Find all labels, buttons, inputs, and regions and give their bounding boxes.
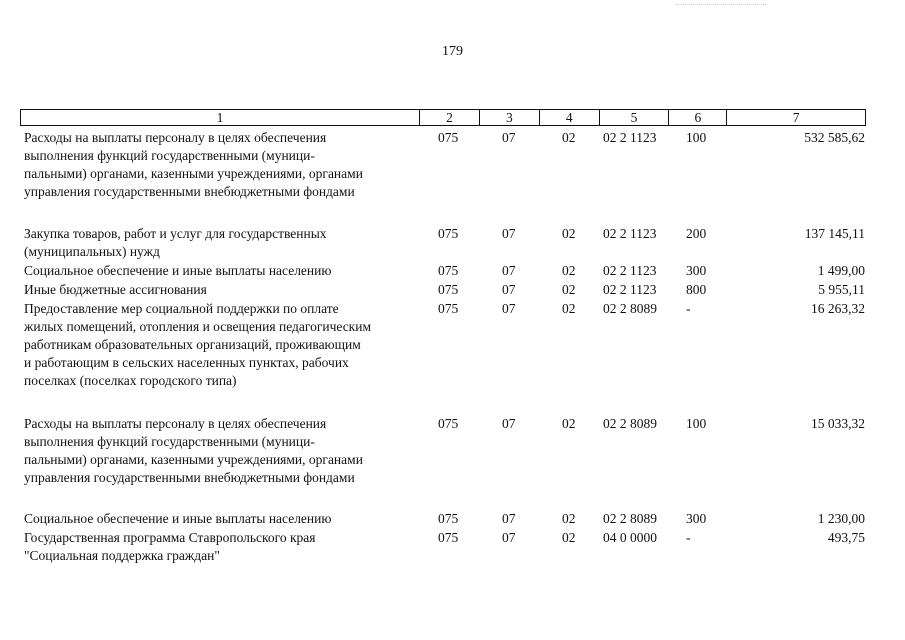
page-number: 179: [442, 44, 463, 59]
cell-col-5: 02 2 1123: [603, 130, 657, 145]
cell-col-4: 02: [562, 530, 576, 545]
cell-col-7: 137 145,11: [804, 226, 865, 241]
cell-col-6: -: [686, 530, 691, 545]
cell-col-2: 075: [438, 130, 459, 145]
row-description: [24, 281, 424, 299]
description-line: управления государственными внебюджетными фондами: [24, 184, 355, 199]
cell-col-7: 5 955,11: [818, 282, 865, 297]
description-line: выполнения функций государственными (муници-: [24, 148, 315, 163]
description-line: работникам образовательных организаций, проживающим: [24, 337, 361, 352]
description-line: Иные бюджетные ассигнования: [24, 282, 207, 297]
description-line: пальными) органами, казенными учреждениями, органами: [24, 452, 363, 467]
row-description: [24, 262, 424, 280]
cell-col-6: 100: [686, 416, 707, 431]
cell-col-2: 075: [438, 511, 459, 526]
cell-col-6: 300: [686, 511, 707, 526]
scan-artifact: [676, 4, 766, 6]
cell-col-6: 100: [686, 130, 707, 145]
description-line: жилых помещений, отопления и освещения педагогическим: [24, 319, 372, 334]
cell-col-4: 02: [562, 416, 576, 431]
row-description: [24, 529, 424, 565]
cell-col-4: 02: [562, 282, 576, 297]
description-line: поселках (поселках городского типа): [24, 373, 237, 388]
description-line: "Социальная поддержка граждан": [24, 548, 220, 563]
description-line: выполнения функций государственными (муници-: [24, 434, 315, 449]
cell-col-7: 1 499,00: [817, 263, 865, 278]
cell-col-6: 300: [686, 263, 707, 278]
cell-col-5: 02 2 8089: [603, 416, 657, 431]
description-line: пальными) органами, казенными учреждениями, органами: [24, 166, 363, 181]
cell-col-2: 075: [438, 226, 459, 241]
cell-col-2: 075: [438, 530, 459, 545]
header-col-6: 6: [668, 110, 726, 125]
table-header: [20, 109, 866, 126]
cell-col-2: 075: [438, 301, 459, 316]
cell-col-5: 02 2 8089: [603, 511, 657, 526]
cell-col-3: 07: [502, 130, 516, 145]
header-col-5: 5: [599, 110, 669, 125]
description-line: и работающим в сельских населенных пунктах, рабочих: [24, 355, 349, 370]
description-line: Социальное обеспечение и иные выплаты населению: [24, 263, 332, 278]
row-description: [24, 510, 424, 528]
cell-col-4: 02: [562, 301, 576, 316]
header-col-3: 3: [479, 110, 539, 125]
cell-col-6: 200: [686, 226, 707, 241]
cell-col-7: 532 585,62: [804, 130, 865, 145]
cell-col-4: 02: [562, 263, 576, 278]
cell-col-2: 075: [438, 263, 459, 278]
cell-col-4: 02: [562, 130, 576, 145]
cell-col-7: 15 033,32: [811, 416, 865, 431]
description-line: Расходы на выплаты персоналу в целях обеспечения: [24, 416, 327, 431]
cell-col-3: 07: [502, 282, 516, 297]
cell-col-3: 07: [502, 511, 516, 526]
cell-col-3: 07: [502, 416, 516, 431]
cell-col-5: 02 2 1123: [603, 282, 657, 297]
cell-col-7: 16 263,32: [811, 301, 865, 316]
cell-col-3: 07: [502, 530, 516, 545]
cell-col-6: 800: [686, 282, 707, 297]
header-col-2: 2: [419, 110, 479, 125]
description-line: управления государственными внебюджетными фондами: [24, 470, 355, 485]
row-description: [24, 225, 424, 261]
cell-col-5: 04 0 0000: [603, 530, 657, 545]
row-description: [24, 129, 424, 201]
cell-col-5: 02 2 1123: [603, 263, 657, 278]
cell-col-5: 02 2 1123: [603, 226, 657, 241]
cell-col-7: 1 230,00: [817, 511, 865, 526]
description-line: Государственная программа Ставропольского края: [24, 530, 316, 545]
cell-col-3: 07: [502, 226, 516, 241]
cell-col-3: 07: [502, 263, 516, 278]
cell-col-5: 02 2 8089: [603, 301, 657, 316]
cell-col-2: 075: [438, 282, 459, 297]
header-col-1: 1: [216, 110, 224, 125]
cell-col-4: 02: [562, 226, 576, 241]
cell-col-3: 07: [502, 301, 516, 316]
description-line: Предоставление мер социальной поддержки по оплате: [24, 301, 339, 316]
header-col-4: 4: [539, 110, 599, 125]
row-description: [24, 415, 424, 487]
description-line: Расходы на выплаты персоналу в целях обеспечения: [24, 130, 327, 145]
row-description: [24, 300, 424, 390]
cell-col-2: 075: [438, 416, 459, 431]
cell-col-6: -: [686, 301, 691, 316]
description-line: Закупка товаров, работ и услуг для государственных: [24, 226, 327, 241]
description-line: Социальное обеспечение и иные выплаты населению: [24, 511, 332, 526]
header-col-7: 7: [726, 110, 865, 125]
cell-col-7: 493,75: [827, 530, 865, 545]
cell-col-4: 02: [562, 511, 576, 526]
description-line: (муниципальных) нужд: [24, 244, 160, 259]
